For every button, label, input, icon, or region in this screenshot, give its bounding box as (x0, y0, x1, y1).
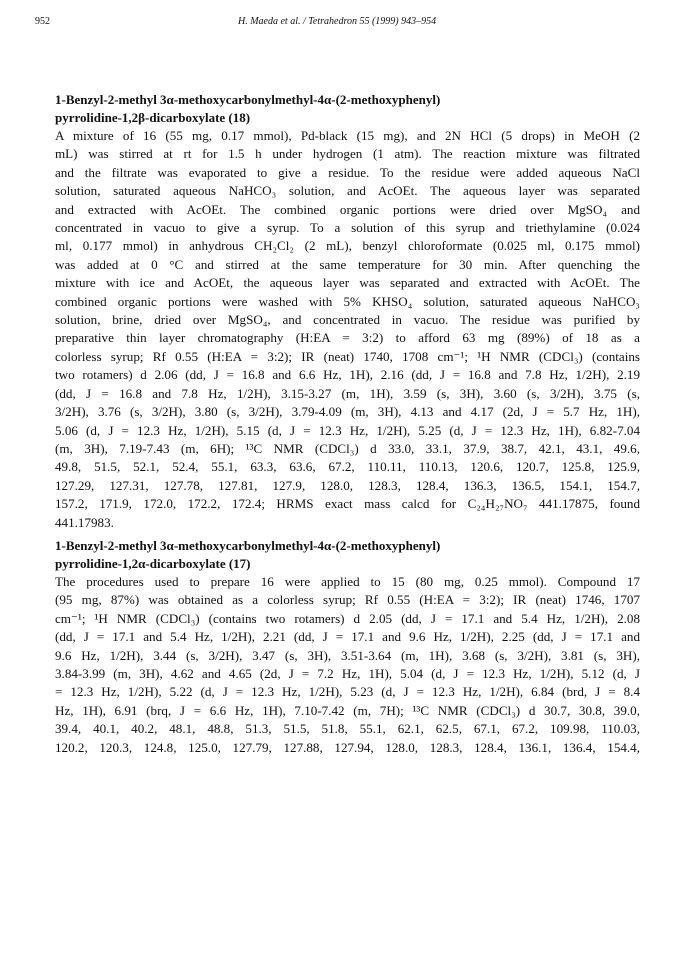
text-line: 49.8, 51.5, 52.1, 52.4, 55.1, 63.3, 63.6, 67.2, 110.11, 110.13, 120.6, 120.7, 125.8, 125.9, (55, 459, 640, 475)
text-line: and extracted with AcOEt. The combined organic portions were dried over MgSO₄ and (55, 201, 640, 217)
journal-citation: H. Maeda et al. / Tetrahedron 55 (1999) 943–954 (238, 16, 437, 27)
text-line: Hz, 1H), 6.91 (brq, J = 6.6 Hz, 1H), 7.10-7.42 (m, 7H); ¹³C NMR (CDCl₃) d 30.7, 30.8, 39.0, (55, 702, 640, 718)
text-line: colorless syrup; Rf 0.55 (H:EA = 3:2); IR (neat) 1740, 1708 cm⁻¹; ¹H NMR (CDCl₃) (contains (55, 348, 640, 364)
text-line: = 12.3 Hz, 1/2H), 5.22 (d, J = 12.3 Hz, 1/2H), 5.23 (d, J = 12.3 Hz, 1/2H), 6.84 (brd, J = 8.4 (55, 684, 640, 700)
title-line: 1-Benzyl-2-methyl 3α-methoxycarbonylmethyl-4α-(2-methoxyphenyl) (55, 538, 441, 553)
experimental-paragraph (55, 573, 640, 757)
text-line: 120.2, 120.3, 124.8, 125.0, 127.79, 127.88, 127.94, 128.0, 128.3, 128.4, 136.1, 136.4, 154.4, (55, 739, 640, 755)
text-line: A mixture of 16 (55 mg, 0.17 mmol), Pd-black (15 mg), and 2N HCl (5 drops) in MeOH (2 (55, 128, 640, 143)
text-line: (dd, J = 17.1 and 5.4 Hz, 1/2H), 2.21 (dd, J = 17.1 and 9.6 Hz, 1/2H), 2.25 (dd, J = 17.1 and (55, 629, 640, 645)
title-line: 1-Benzyl-2-methyl 3α-methoxycarbonylmethyl-4α-(2-methoxyphenyl) (55, 92, 441, 107)
text-line: (m, 3H), 7.19-7.43 (m, 6H); ¹³C NMR (CDCl₃) d 33.0, 33.1, 37.9, 38.7, 42.1, 43.1, 49.6, (55, 440, 640, 456)
text-line: (95 mg, 87%) was obtained as a colorless syrup; Rf 0.55 (H:EA = 3:2); IR (neat) 1746, 1707 (55, 592, 640, 608)
text-line: 441.17983. (55, 514, 114, 530)
text-line: and the filtrate was evaporated to give a residue. To the residue were added aqueous NaCl (55, 164, 640, 180)
text-line: 9.6 Hz, 1/2H), 3.44 (s, 3/2H), 3.47 (s, 3H), 3.51-3.64 (m, 1H), 3.68 (s, 3/2H), 3.81 (s, 3H), (55, 647, 640, 663)
text-line: The procedures used to prepare 16 were applied to 15 (80 mg, 0.25 mmol). Compound 17 (55, 574, 640, 589)
text-line: 39.4, 40.1, 40.2, 48.1, 48.8, 51.3, 51.5, 51.8, 55.1, 62.1, 62.5, 67.1, 67.2, 109.98, 110.03, (55, 721, 640, 737)
text-line: 3/2H), 3.76 (s, 3/2H), 3.80 (s, 3/2H), 3.79-4.09 (m, 3H), 4.13 and 4.17 (2d, J = 5.7 Hz, 1H), (55, 404, 640, 420)
title-line: pyrrolidine-1,2α-dicarboxylate (17) (55, 556, 251, 571)
compound-17-section (55, 537, 640, 757)
text-line: 157.2, 171.9, 172.0, 172.2, 172.4; HRMS exact mass calcd for C₂₄H₂₇NO₇ 441.17875, found (55, 496, 640, 512)
text-line: 5.06 (d, J = 12.3 Hz, 1/2H), 5.15 (d, J = 12.3 Hz, 1/2H), 5.25 (d, J = 12.3 Hz, 1H), 6.82-7.04 (55, 422, 640, 438)
page-number: 952 (35, 16, 50, 27)
text-line: combined organic portions were washed with 5% KHSO₄ solution, saturated aqueous NaHCO₃ (55, 293, 640, 309)
experimental-paragraph (55, 127, 640, 532)
text-line: 127.29, 127.31, 127.78, 127.81, 127.9, 128.0, 128.3, 128.4, 136.3, 136.5, 154.1, 154.7, (55, 477, 640, 493)
text-line: was added at 0 °C and stirred at the same temperature for 30 min. After quenching the (55, 256, 640, 272)
compound-18-section (55, 91, 640, 532)
text-line: 3.84-3.99 (m, 3H), 4.62 and 4.65 (2d, J = 7.2 Hz, 1H), 5.04 (d, J = 12.3 Hz, 1/2H), 5.12 (d, J (55, 666, 640, 682)
title-line: pyrrolidine-1,2β-dicarboxylate (18) (55, 110, 251, 125)
text-line: solution, saturated aqueous NaHCO₃ solution, and AcOEt. The aqueous layer was separated (55, 183, 640, 199)
text-line: concentrated in vacuo to give a syrup. To a solution of this syrup and triethylamine (0.024 (55, 220, 640, 236)
text-line: solution, brine, dried over MgSO₄, and concentrated in vacuo. The residue was purified by (55, 312, 640, 328)
text-line: preparative thin layer chromatography (H:EA = 3:2) to afford 63 mg (89%) of 18 as a (55, 330, 640, 346)
text-line: cm⁻¹; ¹H NMR (CDCl₃) (contains two rotamers) d 2.05 (dd, J = 17.1 and 5.4 Hz, 1/2H), 2.08 (55, 610, 640, 626)
section-title (55, 91, 640, 127)
text-line: mL) was stirred at rt for 1.5 h under hydrogen (1 atm). The reaction mixture was filtrated (55, 146, 640, 162)
text-line: (dd, J = 16.8 and 7.8 Hz, 1/2H), 3.15-3.27 (m, 1H), 3.59 (s, 3H), 3.60 (s, 3/2H), 3.75 (s, (55, 385, 640, 401)
text-line: mixture with ice and AcOEt, the aqueous layer was separated and extracted with AcOEt. The (55, 275, 640, 291)
section-title (55, 537, 640, 573)
text-line: two rotamers) d 2.06 (dd, J = 16.8 and 6.6 Hz, 1H), 2.16 (dd, J = 16.8 and 7.8 Hz, 1/2H), 2.19 (55, 367, 640, 383)
text-line: ml, 0.177 mmol) in anhydrous CH₂Cl₂ (2 mL), benzyl chloroformate (0.025 ml, 0.175 mmol) (55, 238, 640, 254)
